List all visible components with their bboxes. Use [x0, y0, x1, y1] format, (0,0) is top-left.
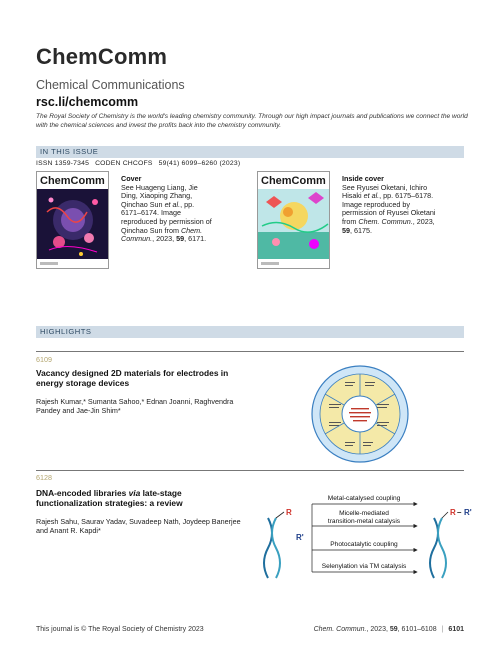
inside-cover-title: ChemComm [261, 175, 326, 187]
footer-journal: Chem. Commun. [313, 626, 367, 633]
coden: CODEN CHCOFS [95, 160, 153, 167]
article-page-number: 6128 [36, 473, 52, 482]
article-authors: Rajesh Sahu, Saurav Yadav, Suvadeep Nath, Joydeep Banerjee and Anant R. Kapdi* [36, 517, 241, 536]
front-cover-title: ChemComm [40, 175, 105, 187]
intro-text: The Royal Society of Chemistry is the world's leading chemistry community. Through our high impact journals and publications we connect the world with the chemical sciences and invest the profits back into the chemistry community. [36, 113, 468, 129]
footer-copyright: This journal is © The Royal Society of Chemistry 2023 [36, 626, 204, 633]
inside-cover-journal: Chem. Commun. [358, 216, 413, 226]
footer-volume: 59 [389, 626, 398, 633]
inside-cover-volume: 59 [342, 225, 350, 235]
inside-cover-text-2: , pp. 6175–6178. Image reproduced by permission of Ryusei Oketani from [342, 191, 436, 226]
front-cover-caption [121, 175, 216, 244]
front-cover-text-4: , 6171. [184, 234, 207, 244]
article-title-via: via [128, 488, 141, 498]
journal-url-link[interactable]: rsc.li/chemcomm [36, 95, 139, 109]
article-page-number: 6109 [36, 355, 52, 364]
footer-pages: , 6101–6108 [397, 626, 437, 633]
journal-title: ChemComm [36, 44, 168, 69]
section-label-issue: IN THIS ISSUE [40, 147, 99, 156]
inside-cover-image[interactable] [257, 171, 330, 269]
front-cover-etal: et al. [164, 199, 181, 209]
article-title-part: late-stage functionalization strategies: a review [36, 488, 183, 509]
footer-citation: Chem. Commun., 2023, 59, 6101–6108 | 6101 [313, 626, 464, 633]
graphic-label-2a: Micelle-mediated [339, 510, 389, 517]
volume-info: 59(41) 6099–6260 (2023) [158, 160, 241, 167]
r-right-label: R [450, 508, 456, 517]
footer-page-number: 6101 [448, 626, 464, 633]
svg-text:–: – [457, 508, 462, 517]
journal-subtitle: Chemical Communications [36, 78, 185, 92]
front-cover-heading: Cover [121, 174, 142, 183]
r-right-prime-label: R' [464, 508, 472, 517]
front-cover-text-2: , pp. 6171–6174. Image reproduced by permission of Qinchao Sun from [121, 199, 212, 235]
article-title-part: DNA-encoded libraries [36, 488, 129, 498]
graphic-label-2b: transition-metal catalysis [327, 518, 401, 525]
graphic-label-1: Metal-catalysed coupling [327, 495, 401, 502]
inside-cover-heading: Inside cover [342, 174, 384, 183]
inside-cover-etal: et al. [363, 191, 380, 201]
in-this-issue-bar [36, 146, 464, 158]
front-cover-volume: 59 [176, 234, 185, 244]
inside-cover-text-4: , 6175. [350, 225, 372, 235]
divider [36, 470, 464, 471]
inside-cover-text-3: , 2023, [412, 216, 435, 226]
front-cover-journal: Chem. Commun. [121, 225, 203, 244]
article-title-link[interactable]: Vacancy designed 2D materials for electrodes in energy storage devices [36, 368, 229, 389]
graphic-label-3: Photocatalytic coupling [330, 541, 398, 548]
graphic-label-4: Selenylation via TM catalysis [321, 563, 407, 570]
article-authors: Rajesh Kumar,* Sumanta Sahoo,* Ednan Joanni, Raghvendra Pandey and Jae-Jin Shim* [36, 397, 234, 416]
article-title-link[interactable] [36, 488, 231, 508]
vacancy-graphic [305, 364, 415, 464]
inside-cover-caption [342, 175, 437, 235]
r-left-label: R [286, 508, 292, 517]
front-cover-text-1: See Huageng Liang, Jie Ding, Xiaoping Zhang, Qinchao Sun [121, 182, 198, 209]
issn: ISSN 1359-7345 [36, 160, 90, 167]
footer-year: , 2023, [366, 626, 390, 633]
front-cover-text-3: , 2023, [152, 234, 177, 244]
del-functionalization-graphic [262, 488, 484, 583]
issn-line [36, 160, 246, 167]
divider [36, 351, 464, 352]
highlights-bar [36, 326, 464, 338]
front-cover-image[interactable] [36, 171, 109, 269]
inside-cover-text-1: See Ryusei Oketani, Ichiro Hisaki [342, 182, 428, 201]
r-prime-label: R' [296, 533, 304, 542]
section-label-highlights: HIGHLIGHTS [40, 327, 92, 336]
